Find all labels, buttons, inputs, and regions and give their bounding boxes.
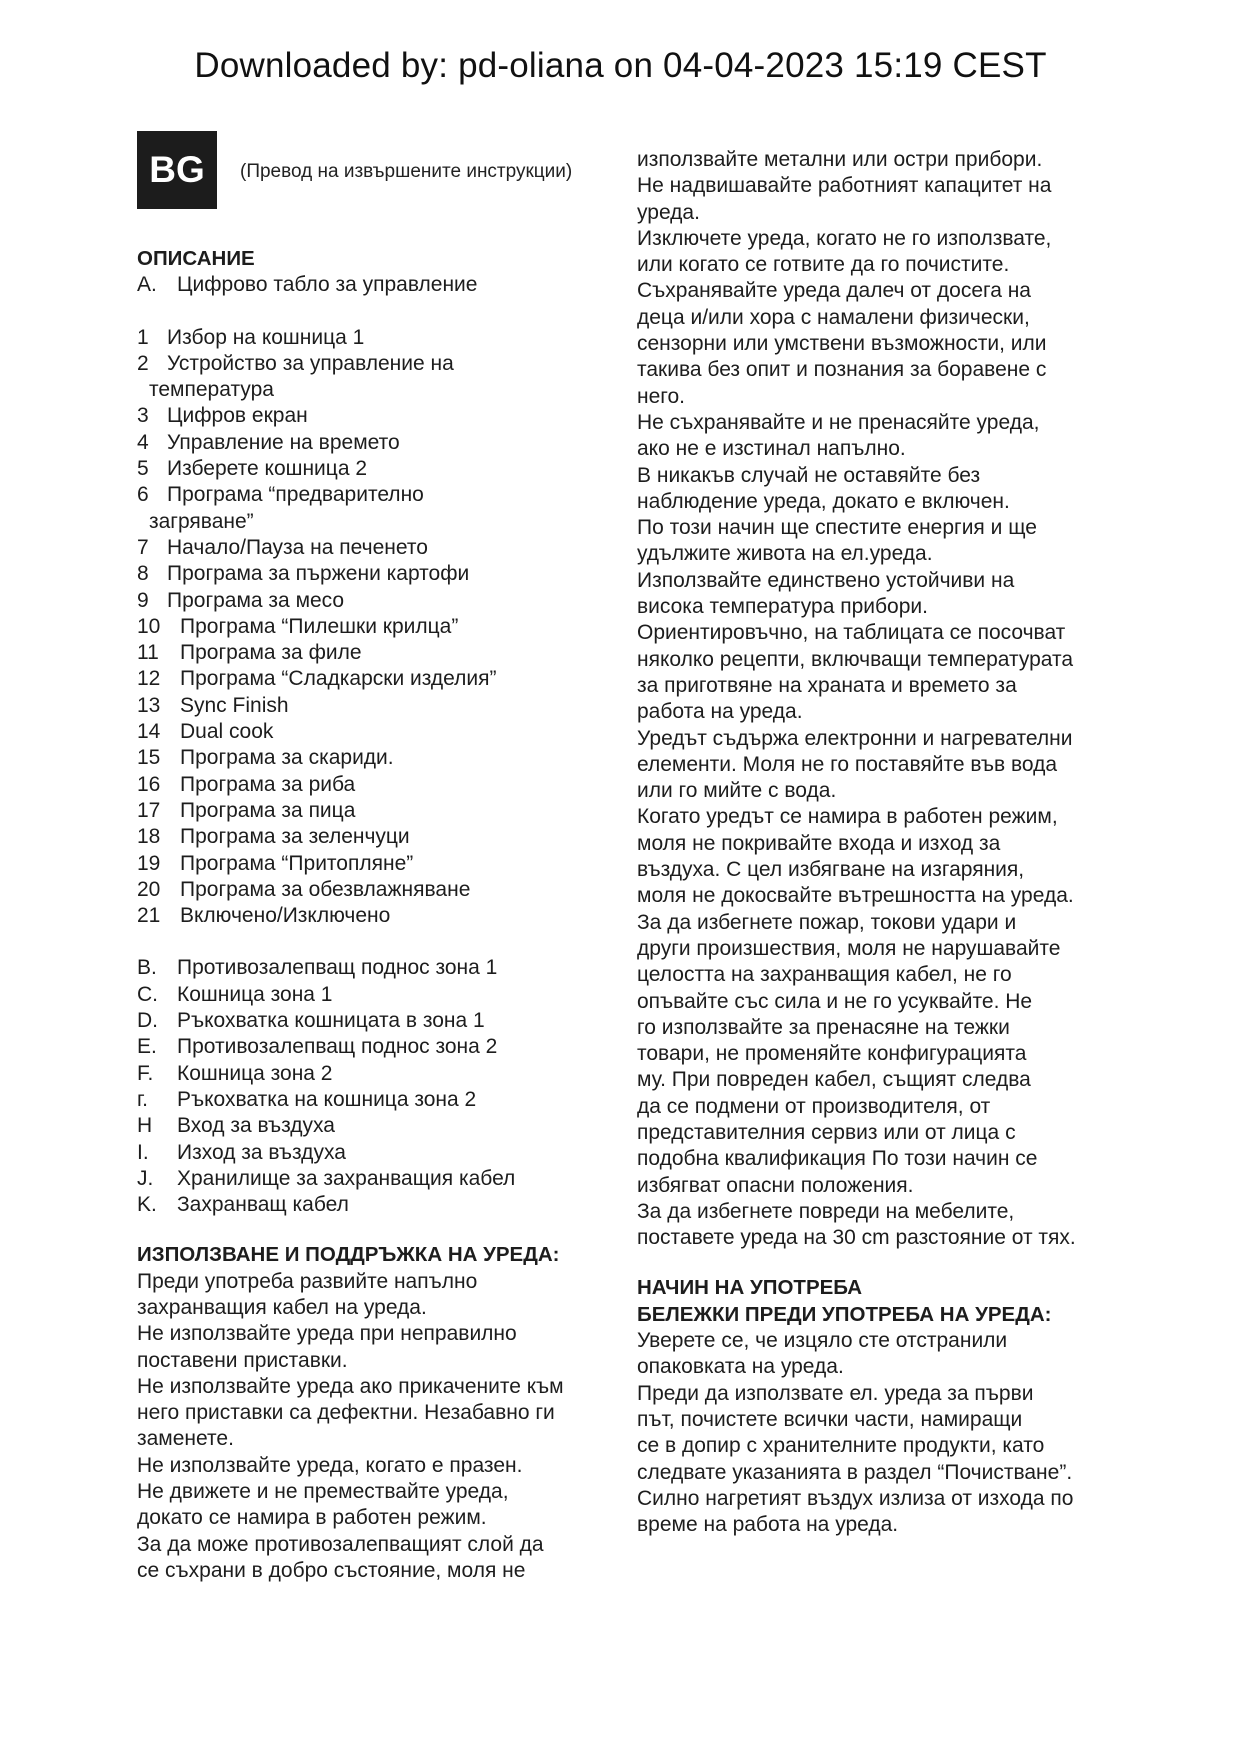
item-number: 17 (137, 798, 161, 822)
right-column (637, 147, 1127, 1538)
item-text: Управление на времето (167, 430, 400, 454)
text-line: заменете. (137, 1427, 234, 1451)
text-line: За да избегнете пожар, токови удари и (637, 910, 1017, 934)
item-text: Програма за обезвлажняване (180, 877, 471, 901)
item-text: Избор на кошница 1 (167, 325, 365, 349)
text-line: По този начин ще спестите енергия и ще (637, 516, 1037, 540)
item-letter: C. (137, 982, 158, 1006)
list-item (137, 614, 607, 640)
text-line: Не надвишавайте работният капацитет на (637, 174, 1052, 198)
list-item (137, 955, 607, 981)
item-text: Програма “предварително (167, 483, 424, 507)
list-item (137, 377, 607, 403)
item-number: 12 (137, 667, 161, 691)
list-item (137, 824, 607, 850)
item-number: 9 (137, 588, 149, 612)
text-line: За да избегнете повреди на мебелите, (637, 1199, 1015, 1223)
list-item (137, 1166, 607, 1192)
text-line: удължите живота на ел.уреда. (637, 542, 933, 566)
item-number: 1 (137, 325, 149, 349)
item-number: 15 (137, 746, 161, 770)
list-item (137, 1034, 607, 1060)
item-text: температура (149, 378, 274, 402)
list-item (137, 509, 607, 535)
text-line: докато се намира в работен режим. (137, 1506, 487, 1530)
text-line: сензорни или умствени възможности, или (637, 332, 1047, 356)
list-item (137, 535, 607, 561)
method-heading: НАЧИН НА УПОТРЕБА (637, 1276, 863, 1300)
item-number: 11 (137, 641, 159, 665)
list-item (137, 1192, 607, 1218)
item-text: Програма за пица (180, 798, 356, 822)
item-letter: D. (137, 1009, 158, 1033)
item-text: Противозалепващ поднос зона 2 (177, 1035, 498, 1059)
list-item (137, 325, 607, 351)
text-line: подобна квалификация По този начин се (637, 1147, 1038, 1171)
numbered-component-list (137, 325, 607, 930)
download-banner: Downloaded by: pd-oliana on 04-04-2023 15:19 CEST (194, 46, 1047, 85)
text-line: него. (637, 384, 685, 408)
list-item (137, 772, 607, 798)
item-text: Захранващ кабел (177, 1193, 349, 1217)
item-number: 5 (137, 457, 149, 481)
item-text: Ръкохватка на кошница зона 2 (177, 1087, 477, 1111)
usage-text-right (637, 147, 1127, 1251)
text-line: работа на уреда. (637, 700, 803, 724)
left-column (137, 246, 607, 1584)
item-letter: K. (137, 1193, 157, 1217)
item-text: Изберете кошница 2 (167, 457, 368, 481)
list-item (137, 982, 607, 1008)
item-number: 8 (137, 562, 149, 586)
item-number: 20 (137, 877, 161, 901)
item-text: Вход за въздуха (177, 1114, 335, 1138)
item-letter: I. (137, 1140, 149, 1164)
text-line: товари, не променяйте конфигурацията (637, 1042, 1027, 1066)
item-letter: E. (137, 1035, 157, 1059)
text-line: Уредът съдържа електронни и нагревателни (637, 726, 1073, 750)
text-line: Не използвайте уреда, когато е празен. (137, 1453, 523, 1477)
item-letter: A. (137, 273, 157, 297)
item-text: Цифров екран (167, 404, 308, 428)
item-number: 18 (137, 825, 161, 849)
text-line: деца и/или хора с намалени физически, (637, 305, 1030, 329)
item-a (137, 272, 607, 298)
text-line: време на работа на уреда. (637, 1513, 899, 1537)
list-item (137, 640, 607, 666)
list-item (137, 1061, 607, 1087)
item-letter: H (137, 1114, 153, 1138)
list-item (137, 666, 607, 692)
text-line: представителния сервиз или от лица с (637, 1120, 1016, 1144)
list-item (137, 1008, 607, 1034)
description-heading: ОПИСАНИЕ (137, 247, 255, 270)
item-text: Програма “Сладкарски изделия” (180, 667, 497, 691)
text-line: да се подмени от производителя, от (637, 1094, 991, 1118)
item-letter: B. (137, 956, 157, 980)
text-line: използвайте метални или остри прибори. (637, 148, 1043, 171)
text-line: целостта на захранващия кабел, не го (637, 963, 1012, 987)
item-text: Програма за зеленчуци (180, 825, 410, 849)
list-item (137, 1140, 607, 1166)
text-line: В никакъв случай не оставяйте без (637, 463, 981, 487)
item-number: 21 (137, 904, 161, 928)
list-item (137, 851, 607, 877)
item-text: Dual cook (180, 720, 274, 744)
text-line: Използвайте единствено устойчиви на (637, 568, 1015, 592)
text-line: захранващия кабел на уреда. (137, 1295, 427, 1319)
usage-text-left (137, 1269, 607, 1585)
item-text: загряване” (149, 509, 254, 533)
text-line: Ориентировъчно, на таблицата се посочват (637, 621, 1066, 645)
item-text: Хранилище за захранващия кабел (177, 1166, 516, 1190)
text-line: за приготвяне на храната и времето за (637, 673, 1017, 697)
text-line: други произшествия, моля не нарушавайте (637, 936, 1061, 960)
text-line: го използвайте за пренасяне на тежки (637, 1015, 1010, 1039)
usage-heading: ИЗПОЛЗВАНЕ И ПОДДРЪЖКА НА УРЕДА: (137, 1243, 560, 1267)
text-line: Изключете уреда, когато не го използвате, (637, 226, 1052, 250)
list-item (137, 1113, 607, 1139)
text-line: За да може противозалепващият слой да (137, 1532, 544, 1556)
text-line: Преди употреба развийте напълно (137, 1269, 478, 1293)
item-number: 2 (137, 351, 149, 375)
text-line: моля не докосвайте вътрешността на уреда. (637, 884, 1074, 908)
text-line: моля не покривайте входа и изход за (637, 831, 1001, 855)
item-text: Включено/Изключено (180, 904, 391, 928)
text-line: следвате указанията в раздел “Почистване”. (637, 1460, 1073, 1484)
text-line: Когато уредът се намира в работен режим, (637, 805, 1058, 829)
list-item (137, 1087, 607, 1113)
item-text: Програма за месо (167, 588, 345, 612)
text-line: му. При повреден кабел, същият следва (637, 1068, 1031, 1092)
item-letter: г. (137, 1087, 148, 1111)
item-text: Програма за пържени картофи (167, 562, 470, 586)
text-line: Съхранявайте уреда далеч от досега на (637, 279, 1031, 303)
translation-note: (Превод на извършените инструкции) (240, 161, 573, 182)
text-line: Не използвайте уреда ако прикачените към (137, 1374, 564, 1398)
list-item (137, 588, 607, 614)
list-item (137, 351, 607, 377)
text-line: въздуха. С цел избягване на изгаряния, (637, 858, 1025, 882)
list-item (137, 561, 607, 587)
item-text: Ръкохватка кошницата в зона 1 (177, 1009, 485, 1033)
list-item (137, 903, 607, 929)
item-number: 19 (137, 851, 161, 875)
list-item (137, 719, 607, 745)
text-line: Преди да използвате ел. уреда за първи (637, 1381, 1034, 1405)
text-line: се в допир с хранителните продукти, като (637, 1434, 1045, 1458)
text-line: поставете уреда на 30 cm разстояние от тях. (637, 1226, 1076, 1250)
item-number: 7 (137, 535, 149, 559)
text-line: наблюдение уреда, докато е включен. (637, 489, 1010, 513)
item-text: Програма за филе (180, 641, 362, 665)
item-text: Противозалепващ поднос зона 1 (177, 956, 498, 980)
method-subheading: БЕЛЕЖКИ ПРЕДИ УПОТРЕБА НА УРЕДА: (637, 1302, 1052, 1326)
list-item (137, 798, 607, 824)
item-text: Програма “Притопляне” (180, 851, 414, 875)
list-item (137, 877, 607, 903)
item-text: Устройство за управление на (167, 351, 454, 375)
item-text: Изход за въздуха (177, 1140, 346, 1164)
item-letter: F. (137, 1061, 154, 1085)
item-number: 3 (137, 404, 149, 428)
item-number: 10 (137, 614, 161, 638)
item-letter: J. (137, 1166, 154, 1190)
list-item (137, 430, 607, 456)
item-text: Програма “Пилешки крилца” (180, 614, 459, 638)
text-line: елементи. Моля не го поставяйте във вода (637, 752, 1058, 776)
item-number: 13 (137, 693, 161, 717)
lettered-component-list (137, 955, 607, 1218)
text-line: или когато се готвите да го почистите. (637, 253, 1010, 277)
item-text: Програма за скариди. (180, 746, 394, 770)
item-text: Цифрово табло за управление (177, 273, 478, 297)
text-line: опаковката на уреда. (637, 1355, 844, 1379)
item-number: 14 (137, 720, 161, 744)
text-line: Не движете и не премествайте уреда, (137, 1480, 509, 1504)
list-item (137, 456, 607, 482)
item-text: Кошница зона 2 (177, 1061, 333, 1085)
text-line: него приставки са дефектни. Незабавно ги (137, 1401, 555, 1425)
text-line: висока температура прибори. (637, 595, 928, 619)
item-number: 16 (137, 772, 161, 796)
text-line: избягват опасни положения. (637, 1173, 914, 1197)
text-line: Силно нагретият въздух излиза от изхода по (637, 1486, 1074, 1510)
list-item (137, 403, 607, 429)
item-text: Програма за риба (180, 772, 356, 796)
text-line: уреда. (637, 200, 700, 224)
text-line: поставени приставки. (137, 1348, 348, 1372)
text-line: ако не е изстинал напълно. (637, 437, 906, 461)
item-text: Начало/Пауза на печенето (167, 535, 428, 559)
text-line: такива без опит и познания за боравене с (637, 358, 1047, 382)
item-text: Sync Finish (180, 693, 289, 717)
text-line: или го мийте с вода. (637, 779, 837, 803)
text-line: няколко рецепти, включващи температурата (637, 647, 1074, 671)
list-item (137, 693, 607, 719)
item-number: 6 (137, 483, 149, 507)
list-item (137, 745, 607, 771)
item-number: 4 (137, 430, 149, 454)
text-line: Уверете се, че изцяло сте отстранили (637, 1329, 1008, 1353)
text-line: път, почистете всички части, намиращи (637, 1407, 1023, 1431)
text-line: Не използвайте уреда при неправилно (137, 1322, 517, 1346)
method-text (637, 1328, 1127, 1538)
list-item (137, 482, 607, 508)
text-line: Не съхранявайте и не пренасяйте уреда, (637, 410, 1040, 434)
item-text: Кошница зона 1 (177, 982, 333, 1006)
text-line: се съхрани в добро състояние, моля не (137, 1558, 526, 1582)
text-line: опъвайте със сила и не го усуквайте. Не (637, 989, 1033, 1013)
language-badge: BG (137, 131, 217, 209)
